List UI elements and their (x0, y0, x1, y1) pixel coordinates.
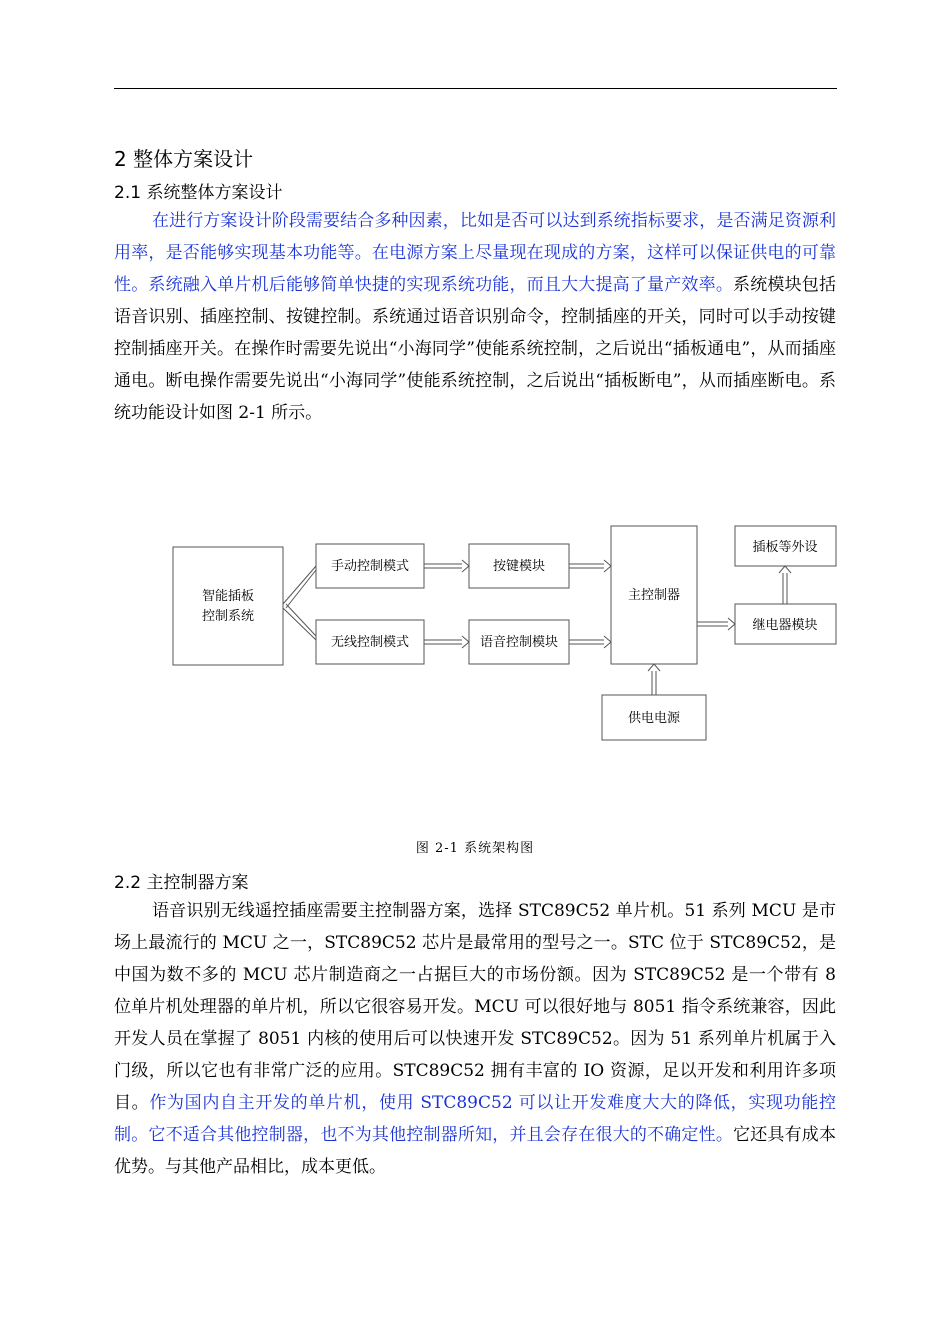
node-system-label-1: 智能插板 (201, 589, 255, 604)
node-system-label-2: 控制系统 (201, 609, 255, 624)
paragraph-2-2-tail: 它还具有成本优势。与其他产品相比，成本更低。 (114, 1125, 837, 1177)
node-system-box (173, 547, 283, 665)
subsection-heading-2-1: 2.1 系统整体方案设计 (114, 183, 283, 203)
node-power-label: 供电电源 (627, 711, 681, 726)
paragraph-2-1-body: 系统模块包括语音识别、插座控制、按键控制。系统通过语音识别命令，控制插座的开关，同时可以手动按键控制插座开关。在操作时需要先说出“小海同学”使能系统控制，之后说出“插板通电”，从而插座通电。断电操作需要先说出“小海同学”使能系统控制，之后说出“插板断电”，从而插座断电。系统功能设计如图 2-1 所示。 (114, 275, 837, 423)
section-heading: 2 整体方案设计 (114, 147, 254, 171)
paragraph-2-2-highlight: 作为国内自主开发的单片机，使用 STC89C52 可以让开发难度大大的降低，实现功能控制。它不适合其他控制器，也不为其他控制器所知，并且会存在很大的不确定性。 (114, 1093, 837, 1145)
node-main-controller-label: 主控制器 (627, 588, 681, 603)
subsection-heading-2-2: 2.2 主控制器方案 (114, 873, 249, 893)
figure-caption: 图 2-1 系统架构图 (415, 841, 535, 856)
paragraph-2-2 (114, 895, 836, 1183)
node-manual-mode-label: 手动控制模式 (330, 559, 410, 574)
node-key-module-label: 按键模块 (492, 559, 546, 574)
paragraph-2-2-body: 语音识别无线遥控插座需要主控制器方案，选择 STC89C52 单片机。51 系列 MCU 是市场上最流行的 MCU 之一，STC89C52 芯片是最常用的型号之一。STC 位于 STC89C52，是中国为数不多的 MCU 芯片制造商之一占据巨大的市场份额。因为 STC89C52 是一个带有 8 位单片机处理器的单片机，所以它很容易开发。MCU 可以很好地与 8051 指令系统兼容，因此开发人员在掌握了 8051 内核的使用后可以快速开发 STC89C52。因为 51 系列单片机属于入门级，所以它也有非常广泛的应用。STC89C52 拥有丰富的 IO 资源，足以开发和利用许多项目。 (114, 901, 836, 1113)
node-peripherals-label: 插板等外设 (752, 540, 818, 555)
node-wireless-mode-label: 无线控制模式 (330, 635, 410, 650)
paragraph-2-1-highlight: 在进行方案设计阶段需要结合多种因素，比如是否可以达到系统指标要求，是否满足资源利用率，是否能够实现基本功能等。在电源方案上尽量现在现成的方案，这样可以保证供电的可靠性。系统融入单片机后能够简单快捷的实现系统功能，而且大大提高了量产效率。 (114, 211, 836, 295)
node-relay-label: 继电器模块 (752, 618, 818, 633)
node-voice-module-label: 语音控制模块 (479, 635, 559, 650)
